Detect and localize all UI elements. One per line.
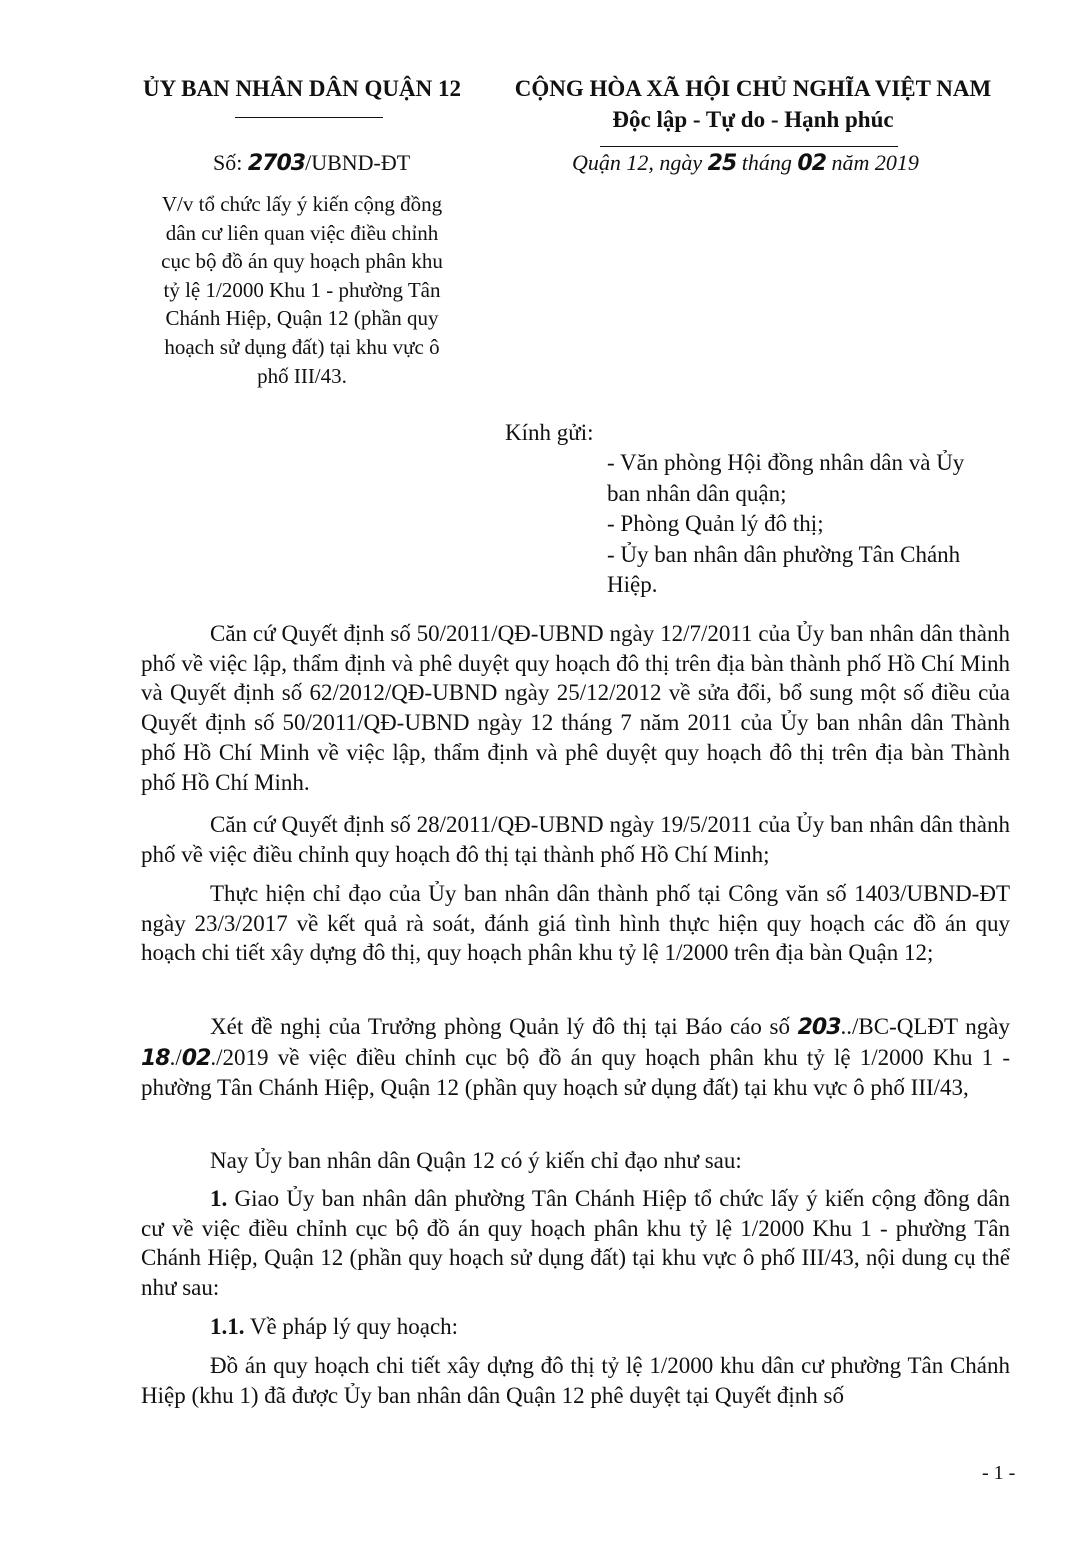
subject-line: V/v tổ chức lấy ý kiến cộng đồng bbox=[161, 192, 443, 216]
recipient-line: ban nhân dân quận; bbox=[607, 480, 787, 506]
report-number-handwritten: 203 bbox=[797, 1015, 841, 1040]
proposal-text-b: ../BC-QLĐT ngày bbox=[840, 1014, 1011, 1039]
item-text: Giao Ủy ban nhân dân phường Tân Chánh Hiệp tổ chức lấy ý kiến cộng đồng dân cư về việc điều chỉnh cục bộ đồ án quy hoạch phân khu tỷ lệ 1/2000 Khu 1 - phường Tân Chánh Hiệp, Quận 12 (phần quy hoạch sử dụng đất) tại khu vực ô phố III/43, nội dung cụ thể như sau: bbox=[141, 1186, 1010, 1301]
page-number: - 1 - bbox=[982, 1462, 1016, 1484]
doc-number-handwritten: 2703 bbox=[247, 151, 306, 176]
paragraph-instruction bbox=[141, 1146, 1010, 1176]
motto-underline bbox=[600, 146, 898, 147]
doc-number-prefix: Số: bbox=[213, 150, 248, 175]
item-number: 1. bbox=[210, 1186, 228, 1211]
subject-line: tỷ lệ 1/2000 Khu 1 - phường Tân bbox=[163, 277, 441, 302]
recipients-label: Kính gửi: bbox=[505, 420, 594, 445]
paragraph-text: Thực hiện chỉ đạo của Ủy ban nhân dân thành phố tại Công văn số 1403/UBND-ĐT ngày 23/3/2017 về kết quả rà soát, đánh giá tình hình thực hiện quy hoạch các đồ án quy hoạch chi tiết xây dựng đô thị, quy hoạch phân khu tỷ lệ 1/2000 trên địa bàn Quận 12; bbox=[141, 881, 1010, 966]
subject-line: hoạch sử dụng đất) tại khu vực ô bbox=[164, 334, 440, 359]
paragraph-text: Đồ án quy hoạch chi tiết xây dựng đô thị tỷ lệ 1/2000 khu dân cư phường Tân Chánh Hiệp (khu 1) đã được Ủy ban nhân dân Quận 12 phê duyệt tại Quyết định số bbox=[141, 1353, 1010, 1408]
recipient-line: Hiệp. bbox=[607, 572, 658, 597]
proposal-text-a: Xét đề nghị của Trưởng phòng Quản lý đô thị tại Báo cáo số bbox=[210, 1014, 798, 1039]
paragraph-legal-basis-2 bbox=[141, 810, 1010, 869]
item-number: 1.1. bbox=[210, 1314, 245, 1339]
date-month-handwritten: 02 bbox=[797, 151, 827, 176]
recipient-line: - Văn phòng Hội đồng nhân dân và Ủy bbox=[607, 450, 965, 475]
agency-underline bbox=[235, 117, 383, 118]
paragraph-text: Nay Ủy ban nhân dân Quận 12 có ý kiến chỉ đạo như sau: bbox=[210, 1148, 742, 1173]
subject-block bbox=[132, 190, 472, 390]
date-month-label: tháng bbox=[736, 150, 798, 175]
date-year: năm 2019 bbox=[826, 150, 919, 175]
document-number bbox=[213, 150, 410, 176]
subject-line: cục bộ đồ án quy hoạch phân khu bbox=[161, 249, 443, 274]
recipients-list bbox=[607, 448, 1027, 601]
paragraph-planning-history bbox=[141, 1351, 1010, 1410]
nation-name: CỘNG HÒA XÃ HỘI CHỦ NGHĨA VIỆT NAM bbox=[514, 76, 992, 101]
date-day-handwritten: 25 bbox=[707, 151, 737, 176]
paragraph-text: Căn cứ Quyết định số 28/2011/QĐ-UBND ngày 19/5/2011 của Ủy ban nhân dân thành phố về việc điều chỉnh quy hoạch đô thị tại thành phố Hồ Chí Minh; bbox=[141, 812, 1010, 867]
report-day-handwritten: 18 bbox=[141, 1045, 170, 1071]
paragraph-proposal bbox=[141, 1012, 1010, 1103]
recipient-line: - Phòng Quản lý đô thị; bbox=[607, 511, 824, 536]
proposal-text-c: ./ bbox=[169, 1044, 182, 1070]
paragraph-item-1-1 bbox=[141, 1312, 1010, 1342]
subject-line: Chánh Hiệp, Quận 12 (phần quy bbox=[165, 306, 439, 331]
report-month-handwritten: 02 bbox=[181, 1045, 211, 1071]
date-line bbox=[572, 150, 919, 176]
paragraph-directive bbox=[141, 879, 1010, 968]
nation-motto: Độc lập - Tự do - Hạnh phúc bbox=[612, 107, 894, 132]
paragraph-text: Căn cứ Quyết định số 50/2011/QĐ-UBND ngày 12/7/2011 của Ủy ban nhân dân thành phố về việc lập, thẩm định và phê duyệt quy hoạch đô thị trên địa bàn thành phố Hồ Chí Minh và Quyết định số 62/2012/QĐ-UBND ngày 25/12/2012 về sửa đổi, bổ sung một số điều của Quyết định số 50/2011/QĐ-UBND ngày 12 tháng 7 năm 2011 của Ủy ban nhân dân Thành phố Hồ Chí Minh về việc lập, thẩm định và phê duyệt quy hoạch đô thị trên địa bàn Thành phố Hồ Chí Minh. bbox=[141, 621, 1010, 795]
date-place: Quận 12, ngày bbox=[572, 150, 708, 175]
item-text: Về pháp lý quy hoạch: bbox=[244, 1314, 459, 1339]
paragraph-item-1 bbox=[141, 1184, 1010, 1303]
subject-line: phố III/43. bbox=[257, 363, 347, 388]
recipient-line: - Ủy ban nhân dân phường Tân Chánh bbox=[607, 541, 961, 567]
agency-name: ỦY BAN NHÂN DÂN QUẬN 12 bbox=[143, 76, 461, 101]
paragraph-legal-basis-1 bbox=[141, 619, 1010, 797]
subject-line: dân cư liên quan việc điều chỉnh bbox=[165, 220, 439, 245]
proposal-text-d: ./2019 về việc điều chỉnh cục bộ đồ án quy hoạch phân khu tỷ lệ 1/2000 Khu 1 - phường Tân Chánh Hiệp, Quận 12 (phần quy hoạch sử dụng đất) tại khu vực ô phố III/43, bbox=[141, 1044, 1010, 1101]
doc-number-suffix: /UBND-ĐT bbox=[305, 150, 411, 175]
